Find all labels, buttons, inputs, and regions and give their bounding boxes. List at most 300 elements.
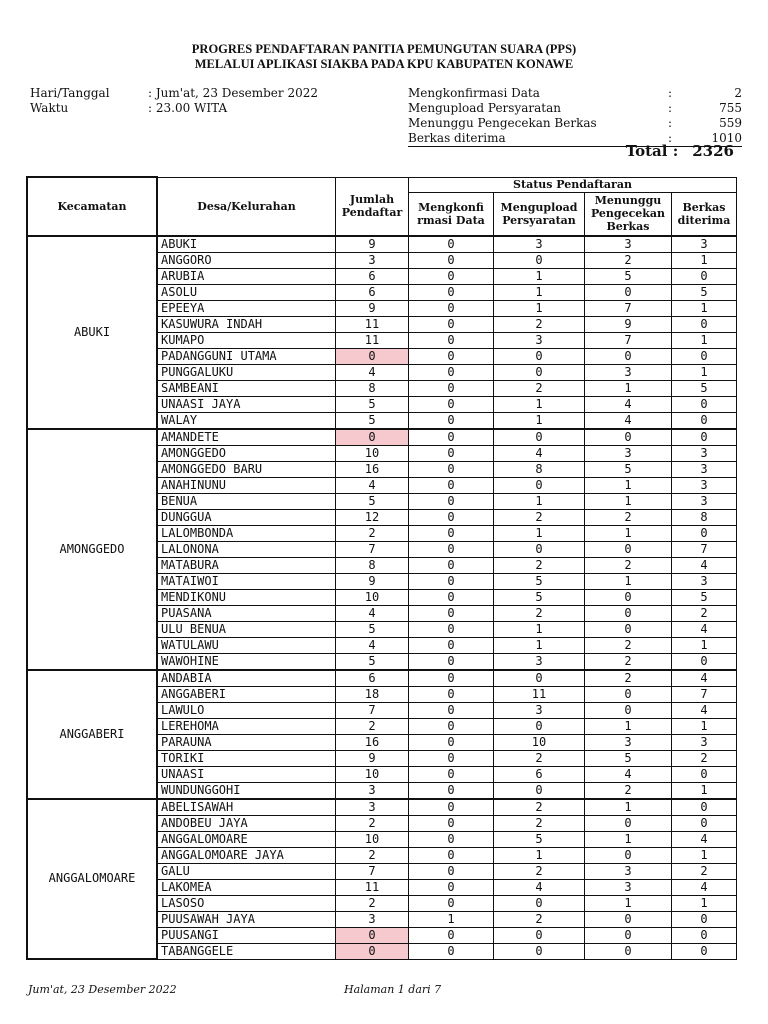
jumlah-cell: 7: [336, 541, 409, 557]
upload-cell: 0: [494, 541, 585, 557]
desa-cell: MATAIWOI: [157, 573, 336, 589]
summary-label: Berkas diterima: [408, 131, 506, 145]
upload-cell: 2: [494, 557, 585, 573]
upload-cell: 5: [494, 589, 585, 605]
konfirmasi-cell: 0: [409, 573, 494, 589]
upload-cell: 3: [494, 653, 585, 670]
konfirmasi-cell: 0: [409, 670, 494, 687]
jumlah-cell: 18: [336, 686, 409, 702]
diterima-cell: 0: [672, 653, 737, 670]
konfirmasi-cell: 0: [409, 815, 494, 831]
upload-cell: 11: [494, 686, 585, 702]
menunggu-cell: 5: [585, 750, 672, 766]
menunggu-cell: 1: [585, 573, 672, 589]
meta-date-row: [30, 86, 348, 101]
desa-cell: TABANGGELE: [157, 943, 336, 959]
diterima-cell: 0: [672, 766, 737, 782]
upload-cell: 2: [494, 750, 585, 766]
menunggu-cell: 3: [585, 734, 672, 750]
menunggu-cell: 1: [585, 799, 672, 816]
jumlah-cell: 9: [336, 573, 409, 589]
time-value: : 23.00 WITA: [148, 101, 228, 115]
upload-cell: 2: [494, 605, 585, 621]
konfirmasi-cell: 0: [409, 332, 494, 348]
diterima-cell: 0: [672, 429, 737, 446]
desa-cell: UNAASI: [157, 766, 336, 782]
menunggu-cell: 7: [585, 300, 672, 316]
summary-label: Menunggu Pengecekan Berkas: [408, 116, 597, 130]
menunggu-cell: 2: [585, 653, 672, 670]
konfirmasi-cell: 0: [409, 734, 494, 750]
upload-cell: 1: [494, 847, 585, 863]
desa-cell: MENDIKONU: [157, 589, 336, 605]
upload-cell: 1: [494, 637, 585, 653]
desa-cell: WATULAWU: [157, 637, 336, 653]
table-body: [27, 236, 737, 960]
menunggu-cell: 2: [585, 637, 672, 653]
menunggu-cell: 2: [585, 782, 672, 799]
header-konfirmasi: Mengkonfi rmasi Data: [409, 192, 494, 236]
table-row: [27, 429, 737, 446]
konfirmasi-cell: 0: [409, 348, 494, 364]
jumlah-cell: 3: [336, 782, 409, 799]
jumlah-cell: 4: [336, 477, 409, 493]
upload-cell: 1: [494, 412, 585, 429]
jumlah-cell: 5: [336, 621, 409, 637]
menunggu-cell: 0: [585, 911, 672, 927]
upload-cell: 4: [494, 879, 585, 895]
jumlah-cell: 9: [336, 236, 409, 253]
report-meta: [30, 86, 348, 116]
konfirmasi-cell: 0: [409, 380, 494, 396]
diterima-cell: 2: [672, 605, 737, 621]
desa-cell: MATABURA: [157, 557, 336, 573]
upload-cell: 0: [494, 252, 585, 268]
header-jumlah: Jumlah Pendaftar: [336, 177, 409, 236]
date-label: Hari/Tanggal: [30, 86, 110, 100]
jumlah-cell: 3: [336, 799, 409, 816]
upload-cell: 2: [494, 380, 585, 396]
konfirmasi-cell: 0: [409, 493, 494, 509]
jumlah-cell: 5: [336, 653, 409, 670]
upload-cell: 2: [494, 911, 585, 927]
header-diterima: Berkas diterima: [672, 192, 737, 236]
upload-cell: 8: [494, 461, 585, 477]
konfirmasi-cell: 0: [409, 653, 494, 670]
desa-cell: LASOSO: [157, 895, 336, 911]
konfirmasi-cell: 0: [409, 268, 494, 284]
diterima-cell: 3: [672, 493, 737, 509]
upload-cell: 2: [494, 863, 585, 879]
upload-cell: 0: [494, 782, 585, 799]
kecamatan-cell: ANGGALOMOARE: [27, 799, 157, 960]
menunggu-cell: 0: [585, 541, 672, 557]
menunggu-cell: 7: [585, 332, 672, 348]
desa-cell: ARUBIA: [157, 268, 336, 284]
upload-cell: 1: [494, 268, 585, 284]
time-label: Waktu: [30, 101, 69, 115]
jumlah-cell: 6: [336, 284, 409, 300]
diterima-cell: 1: [672, 782, 737, 799]
konfirmasi-cell: 0: [409, 831, 494, 847]
konfirmasi-cell: 0: [409, 429, 494, 446]
upload-cell: 2: [494, 316, 585, 332]
desa-cell: SAMBEANI: [157, 380, 336, 396]
desa-cell: ANDABIA: [157, 670, 336, 687]
summary-colon: :: [668, 116, 673, 130]
jumlah-cell: 2: [336, 525, 409, 541]
total-label: Total :: [625, 142, 679, 160]
konfirmasi-cell: 0: [409, 686, 494, 702]
desa-cell: PARAUNA: [157, 734, 336, 750]
menunggu-cell: 3: [585, 364, 672, 380]
jumlah-cell: 8: [336, 557, 409, 573]
desa-cell: ANGGABERI: [157, 686, 336, 702]
desa-cell: WAWOHINE: [157, 653, 336, 670]
konfirmasi-cell: 0: [409, 750, 494, 766]
upload-cell: 0: [494, 477, 585, 493]
diterima-cell: 1: [672, 332, 737, 348]
menunggu-cell: 0: [585, 847, 672, 863]
upload-cell: 0: [494, 718, 585, 734]
jumlah-cell: 5: [336, 396, 409, 412]
jumlah-cell: 0: [336, 927, 409, 943]
diterima-cell: 0: [672, 927, 737, 943]
total-value: 2326: [692, 142, 734, 160]
desa-cell: GALU: [157, 863, 336, 879]
kecamatan-cell: ANGGABERI: [27, 670, 157, 799]
desa-cell: LEREHOMA: [157, 718, 336, 734]
jumlah-cell: 12: [336, 509, 409, 525]
summary-label: Mengupload Persyaratan: [408, 101, 561, 115]
jumlah-cell: 4: [336, 637, 409, 653]
diterima-cell: 3: [672, 477, 737, 493]
diterima-cell: 0: [672, 525, 737, 541]
title-line-2: MELALUI APLIKASI SIAKBA PADA KPU KABUPATEN KONAWE: [194, 57, 574, 71]
diterima-cell: 0: [672, 815, 737, 831]
summary-colon: :: [668, 86, 673, 100]
diterima-cell: 0: [672, 799, 737, 816]
jumlah-cell: 11: [336, 879, 409, 895]
diterima-cell: 4: [672, 670, 737, 687]
konfirmasi-cell: 0: [409, 284, 494, 300]
diterima-cell: 5: [672, 284, 737, 300]
jumlah-cell: 11: [336, 332, 409, 348]
menunggu-cell: 1: [585, 477, 672, 493]
konfirmasi-cell: 0: [409, 477, 494, 493]
footer-date: Jum'at, 23 Desember 2022: [28, 983, 177, 996]
upload-cell: 1: [494, 284, 585, 300]
document-title: [0, 42, 768, 72]
konfirmasi-cell: 0: [409, 637, 494, 653]
jumlah-cell: 4: [336, 364, 409, 380]
upload-cell: 4: [494, 445, 585, 461]
jumlah-cell: 0: [336, 429, 409, 446]
diterima-cell: 0: [672, 911, 737, 927]
diterima-cell: 8: [672, 509, 737, 525]
header-upload: Mengupload Persyaratan: [494, 192, 585, 236]
konfirmasi-cell: 0: [409, 943, 494, 959]
jumlah-cell: 2: [336, 718, 409, 734]
jumlah-cell: 6: [336, 670, 409, 687]
summary-value: 2: [734, 86, 742, 100]
konfirmasi-cell: 1: [409, 911, 494, 927]
footer-page: Halaman 1 dari 7: [344, 983, 442, 996]
desa-cell: ABUKI: [157, 236, 336, 253]
konfirmasi-cell: 0: [409, 605, 494, 621]
desa-cell: PUASANA: [157, 605, 336, 621]
jumlah-cell: 10: [336, 766, 409, 782]
upload-cell: 0: [494, 670, 585, 687]
konfirmasi-cell: 0: [409, 236, 494, 253]
konfirmasi-cell: 0: [409, 621, 494, 637]
upload-cell: 1: [494, 493, 585, 509]
menunggu-cell: 0: [585, 686, 672, 702]
desa-cell: ANAHINUNU: [157, 477, 336, 493]
jumlah-cell: 0: [336, 943, 409, 959]
diterima-cell: 3: [672, 573, 737, 589]
diterima-cell: 4: [672, 557, 737, 573]
jumlah-cell: 0: [336, 348, 409, 364]
diterima-cell: 4: [672, 702, 737, 718]
jumlah-cell: 11: [336, 316, 409, 332]
jumlah-cell: 16: [336, 734, 409, 750]
desa-cell: WALAY: [157, 412, 336, 429]
diterima-cell: 1: [672, 637, 737, 653]
upload-cell: 1: [494, 525, 585, 541]
diterima-cell: 2: [672, 750, 737, 766]
diterima-cell: 4: [672, 879, 737, 895]
diterima-cell: 3: [672, 236, 737, 253]
menunggu-cell: 5: [585, 461, 672, 477]
menunggu-cell: 0: [585, 605, 672, 621]
menunggu-cell: 0: [585, 348, 672, 364]
jumlah-cell: 2: [336, 815, 409, 831]
upload-cell: 0: [494, 364, 585, 380]
konfirmasi-cell: 0: [409, 766, 494, 782]
desa-cell: BENUA: [157, 493, 336, 509]
desa-cell: WUNDUNGGOHI: [157, 782, 336, 799]
upload-cell: 0: [494, 927, 585, 943]
upload-cell: 2: [494, 509, 585, 525]
konfirmasi-cell: 0: [409, 589, 494, 605]
menunggu-cell: 1: [585, 493, 672, 509]
jumlah-cell: 16: [336, 461, 409, 477]
upload-cell: 1: [494, 300, 585, 316]
menunggu-cell: 0: [585, 927, 672, 943]
menunggu-cell: 2: [585, 252, 672, 268]
desa-cell: ANGGORO: [157, 252, 336, 268]
menunggu-cell: 3: [585, 863, 672, 879]
date-value: : Jum'at, 23 Desember 2022: [148, 86, 318, 100]
header-kecamatan: Kecamatan: [27, 177, 157, 236]
menunggu-cell: 5: [585, 268, 672, 284]
desa-cell: ABELISAWAH: [157, 799, 336, 816]
diterima-cell: 1: [672, 847, 737, 863]
konfirmasi-cell: 0: [409, 412, 494, 429]
upload-cell: 0: [494, 348, 585, 364]
summary-value: 559: [719, 116, 742, 130]
desa-cell: PUUSANGI: [157, 927, 336, 943]
jumlah-cell: 7: [336, 863, 409, 879]
jumlah-cell: 3: [336, 252, 409, 268]
summary-value: 1010: [711, 131, 742, 145]
desa-cell: AMANDETE: [157, 429, 336, 446]
desa-cell: ASOLU: [157, 284, 336, 300]
upload-cell: 3: [494, 332, 585, 348]
summary-value: 755: [719, 101, 742, 115]
kecamatan-cell: AMONGGEDO: [27, 429, 157, 670]
diterima-cell: 7: [672, 541, 737, 557]
menunggu-cell: 3: [585, 236, 672, 253]
konfirmasi-cell: 0: [409, 702, 494, 718]
konfirmasi-cell: 0: [409, 847, 494, 863]
jumlah-cell: 5: [336, 412, 409, 429]
upload-cell: 2: [494, 799, 585, 816]
diterima-cell: 2: [672, 863, 737, 879]
diterima-cell: 1: [672, 252, 737, 268]
desa-cell: AMONGGEDO BARU: [157, 461, 336, 477]
upload-cell: 0: [494, 429, 585, 446]
table-row: [27, 799, 737, 816]
header-status: Status Pendaftaran: [409, 177, 737, 192]
konfirmasi-cell: 0: [409, 461, 494, 477]
desa-cell: DUNGGUA: [157, 509, 336, 525]
desa-cell: UNAASI JAYA: [157, 396, 336, 412]
menunggu-cell: 1: [585, 380, 672, 396]
summary-row: [408, 86, 742, 101]
summary-label: Mengkonfirmasi Data: [408, 86, 540, 100]
diterima-cell: 1: [672, 300, 737, 316]
jumlah-cell: 10: [336, 831, 409, 847]
table-header: [27, 177, 737, 236]
upload-cell: 1: [494, 396, 585, 412]
diterima-cell: 1: [672, 364, 737, 380]
konfirmasi-cell: 0: [409, 927, 494, 943]
desa-cell: LALONONA: [157, 541, 336, 557]
diterima-cell: 0: [672, 396, 737, 412]
diterima-cell: 3: [672, 461, 737, 477]
desa-cell: ANDOBEU JAYA: [157, 815, 336, 831]
menunggu-cell: 1: [585, 525, 672, 541]
header-menunggu: Menunggu Pengecekan Berkas: [585, 192, 672, 236]
kecamatan-cell: ABUKI: [27, 236, 157, 429]
jumlah-cell: 2: [336, 847, 409, 863]
konfirmasi-cell: 0: [409, 895, 494, 911]
status-summary: [408, 86, 742, 147]
menunggu-cell: 9: [585, 316, 672, 332]
diterima-cell: 0: [672, 268, 737, 284]
diterima-cell: 0: [672, 412, 737, 429]
konfirmasi-cell: 0: [409, 879, 494, 895]
title-line-1: PROGRES PENDAFTARAN PANITIA PEMUNGUTAN SUARA (PPS): [191, 42, 577, 56]
upload-cell: 3: [494, 236, 585, 253]
diterima-cell: 0: [672, 348, 737, 364]
upload-cell: 10: [494, 734, 585, 750]
desa-cell: PUNGGALUKU: [157, 364, 336, 380]
diterima-cell: 4: [672, 831, 737, 847]
konfirmasi-cell: 0: [409, 252, 494, 268]
menunggu-cell: 0: [585, 621, 672, 637]
konfirmasi-cell: 0: [409, 782, 494, 799]
upload-cell: 0: [494, 943, 585, 959]
upload-cell: 6: [494, 766, 585, 782]
menunggu-cell: 0: [585, 429, 672, 446]
menunggu-cell: 4: [585, 396, 672, 412]
konfirmasi-cell: 0: [409, 509, 494, 525]
summary-colon: :: [668, 101, 673, 115]
summary-row: [408, 116, 742, 131]
upload-cell: 0: [494, 895, 585, 911]
desa-cell: AMONGGEDO: [157, 445, 336, 461]
summary-colon: :: [668, 131, 673, 145]
header-desa: Desa/Kelurahan: [157, 177, 336, 236]
konfirmasi-cell: 0: [409, 557, 494, 573]
konfirmasi-cell: 0: [409, 396, 494, 412]
desa-cell: LAKOMEA: [157, 879, 336, 895]
jumlah-cell: 9: [336, 300, 409, 316]
table-row: [27, 236, 737, 253]
desa-cell: LALOMBONDA: [157, 525, 336, 541]
jumlah-cell: 10: [336, 445, 409, 461]
menunggu-cell: 3: [585, 445, 672, 461]
menunggu-cell: 0: [585, 815, 672, 831]
jumlah-cell: 8: [336, 380, 409, 396]
upload-cell: 5: [494, 573, 585, 589]
menunggu-cell: 0: [585, 943, 672, 959]
diterima-cell: 4: [672, 621, 737, 637]
diterima-cell: 5: [672, 380, 737, 396]
upload-cell: 1: [494, 621, 585, 637]
konfirmasi-cell: 0: [409, 541, 494, 557]
konfirmasi-cell: 0: [409, 525, 494, 541]
konfirmasi-cell: 0: [409, 316, 494, 332]
menunggu-cell: 0: [585, 284, 672, 300]
menunggu-cell: 4: [585, 766, 672, 782]
desa-cell: ANGGALOMOARE: [157, 831, 336, 847]
jumlah-cell: 7: [336, 702, 409, 718]
diterima-cell: 3: [672, 445, 737, 461]
diterima-cell: 1: [672, 718, 737, 734]
konfirmasi-cell: 0: [409, 300, 494, 316]
desa-cell: ANGGALOMOARE JAYA: [157, 847, 336, 863]
desa-cell: KUMAPO: [157, 332, 336, 348]
upload-cell: 3: [494, 702, 585, 718]
menunggu-cell: 3: [585, 879, 672, 895]
konfirmasi-cell: 0: [409, 718, 494, 734]
menunggu-cell: 1: [585, 831, 672, 847]
jumlah-cell: 10: [336, 589, 409, 605]
desa-cell: ULU BENUA: [157, 621, 336, 637]
menunggu-cell: 2: [585, 557, 672, 573]
upload-cell: 2: [494, 815, 585, 831]
meta-time-row: [30, 101, 348, 116]
desa-cell: PADANGGUNI UTAMA: [157, 348, 336, 364]
konfirmasi-cell: 0: [409, 799, 494, 816]
desa-cell: EPEEYA: [157, 300, 336, 316]
table-row: [27, 670, 737, 687]
konfirmasi-cell: 0: [409, 364, 494, 380]
grand-total: [626, 142, 734, 160]
menunggu-cell: 0: [585, 589, 672, 605]
jumlah-cell: 9: [336, 750, 409, 766]
diterima-cell: 1: [672, 895, 737, 911]
menunggu-cell: 0: [585, 702, 672, 718]
menunggu-cell: 2: [585, 670, 672, 687]
konfirmasi-cell: 0: [409, 445, 494, 461]
upload-cell: 5: [494, 831, 585, 847]
diterima-cell: 0: [672, 316, 737, 332]
